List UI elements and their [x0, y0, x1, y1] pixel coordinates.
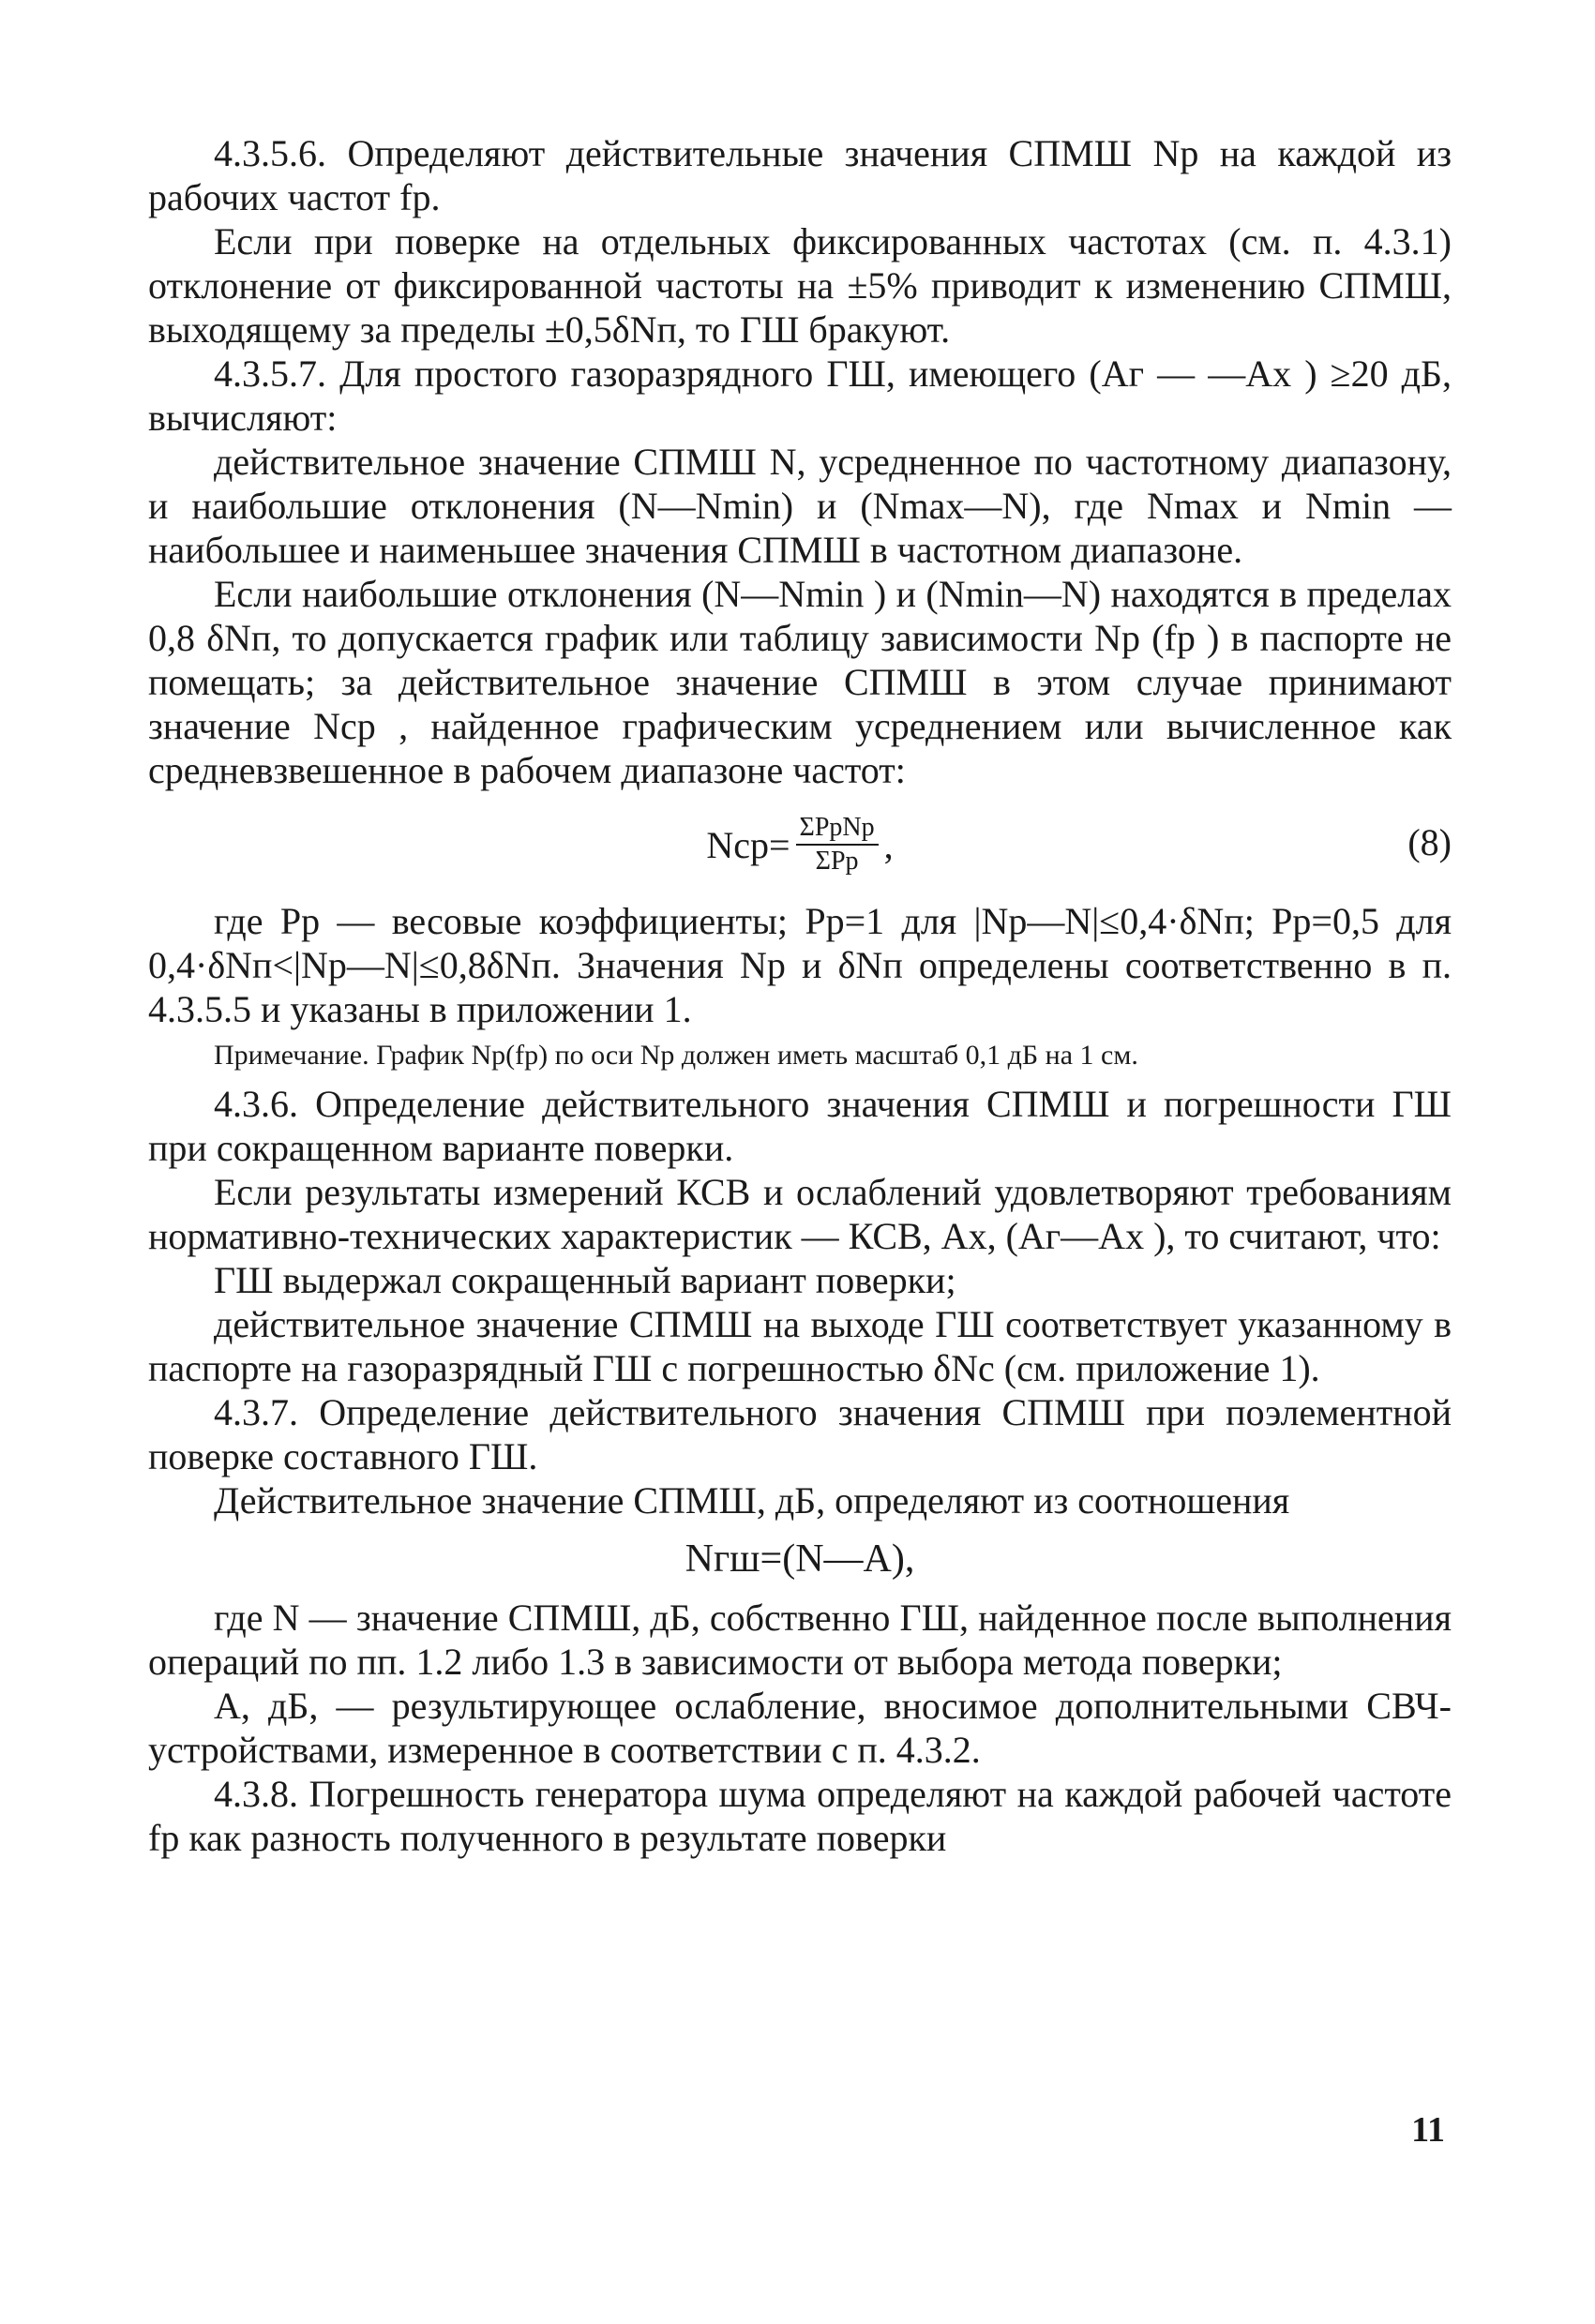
paragraph-4-3-8: 4.3.8. Погрешность генератора шума определяют на каждой рабочей частоте fр как разность полученного в результате поверки	[148, 1773, 1452, 1859]
paragraph-passed: ГШ выдержал сокращенный вариант поверки;	[214, 1259, 956, 1301]
formula-8-fraction	[796, 812, 879, 877]
document-page	[148, 131, 1452, 1860]
paragraph-max-deviation: Если наибольшие отклонения (N—Nmin ) и (Nmin—N) находятся в пределах 0,8 δNп, то допускается график или таблицу зависимости Nр (fр ) в паспорте не помещать; за действительное значение СПМШ в этом случае принимают значение Nср , найденное графическим усреднением или вычисленное как средневзвешенное в рабочем диапазоне частот:	[148, 573, 1452, 791]
formula-8-numerator: ΣPрNр	[796, 812, 879, 846]
paragraph-4-3-5-7: 4.3.5.7. Для простого газоразрядного ГШ, имеющего (Aг — —Aх ) ≥20 дБ, вычисляют:	[148, 352, 1452, 439]
formula-8-denominator: ΣPр	[815, 847, 859, 876]
formula-gsh: Nгш=(N—A),	[685, 1537, 915, 1581]
paragraph-relation: Действительное значение СПМШ, дБ, определяют из соотношения	[214, 1479, 1290, 1522]
formula-8-tail: ,	[883, 823, 894, 866]
paragraph-weights: где Pр — весовые коэффициенты; Pр=1 для |Nр—N|≤0,4·δNп; Pр=0,5 для 0,4·δNп<|Nр—N|≤0,8δNп. Значения Nр и δNп определены соответственно в п. 4.3.5.5 и указаны в приложении 1.	[148, 900, 1452, 1030]
page-number: 11	[1411, 2110, 1445, 2150]
paragraph-rejection: Если при поверке на отдельных фиксированных частотах (см. п. 4.3.1) отклонение от фиксированной частоты на ±5% приводит к изменению СПМШ, выходящему за пределы ±0,5δNп, то ГШ бракуют.	[148, 220, 1452, 351]
formula-8	[148, 800, 1452, 890]
paragraph-4-3-7: 4.3.7. Определение действительного значения СПМШ при поэлементной поверке составного ГШ.	[148, 1391, 1452, 1477]
paragraph-4-3-5-6: 4.3.5.6. Определяют действительные значения СПМШ Nр на каждой из рабочих частот fр.	[148, 132, 1452, 218]
paragraph-n-definition: где N — значение СПМШ, дБ, собственно ГШ, найденное после выполнения операций по пп. 1.2 либо 1.3 в зависимости от выбора метода поверки;	[148, 1597, 1452, 1683]
paragraph-actual-value: действительное значение СПМШ N, усредненное по частотному диапазону, и наибольшие отклонения (N—Nmin) и (Nmax—N), где Nmax и Nmin — наибольшее и наименьшее значения СПМШ в частотном диапазоне.	[148, 441, 1452, 571]
paragraph-4-3-6: 4.3.6. Определение действительного значения СПМШ и погрешности ГШ при сокращенном варианте поверки.	[148, 1083, 1452, 1169]
formula-8-number: (8)	[1407, 821, 1452, 863]
paragraph-a-definition: A, дБ, — результирующее ослабление, вносимое дополнительными СВЧ-устройствами, измеренное в соответствии с п. 4.3.2.	[148, 1685, 1452, 1771]
paragraph-accuracy: действительное значение СПМШ на выходе ГШ соответствует указанному в паспорте на газоразрядный ГШ с погрешностью δNс (см. приложение 1).	[148, 1303, 1452, 1389]
paragraph-measurement-results: Если результаты измерений КСВ и ослаблений удовлетворяют требованиям нормативно-технических характеристик — КСВ, Aх, (Aг—Aх ), то считают, что:	[148, 1171, 1452, 1257]
formula-8-lhs: Nср=	[706, 823, 790, 866]
note: Примечание. График Nр(fр) по оси Nр должен иметь масштаб 0,1 дБ на 1 см.	[214, 1040, 1138, 1071]
